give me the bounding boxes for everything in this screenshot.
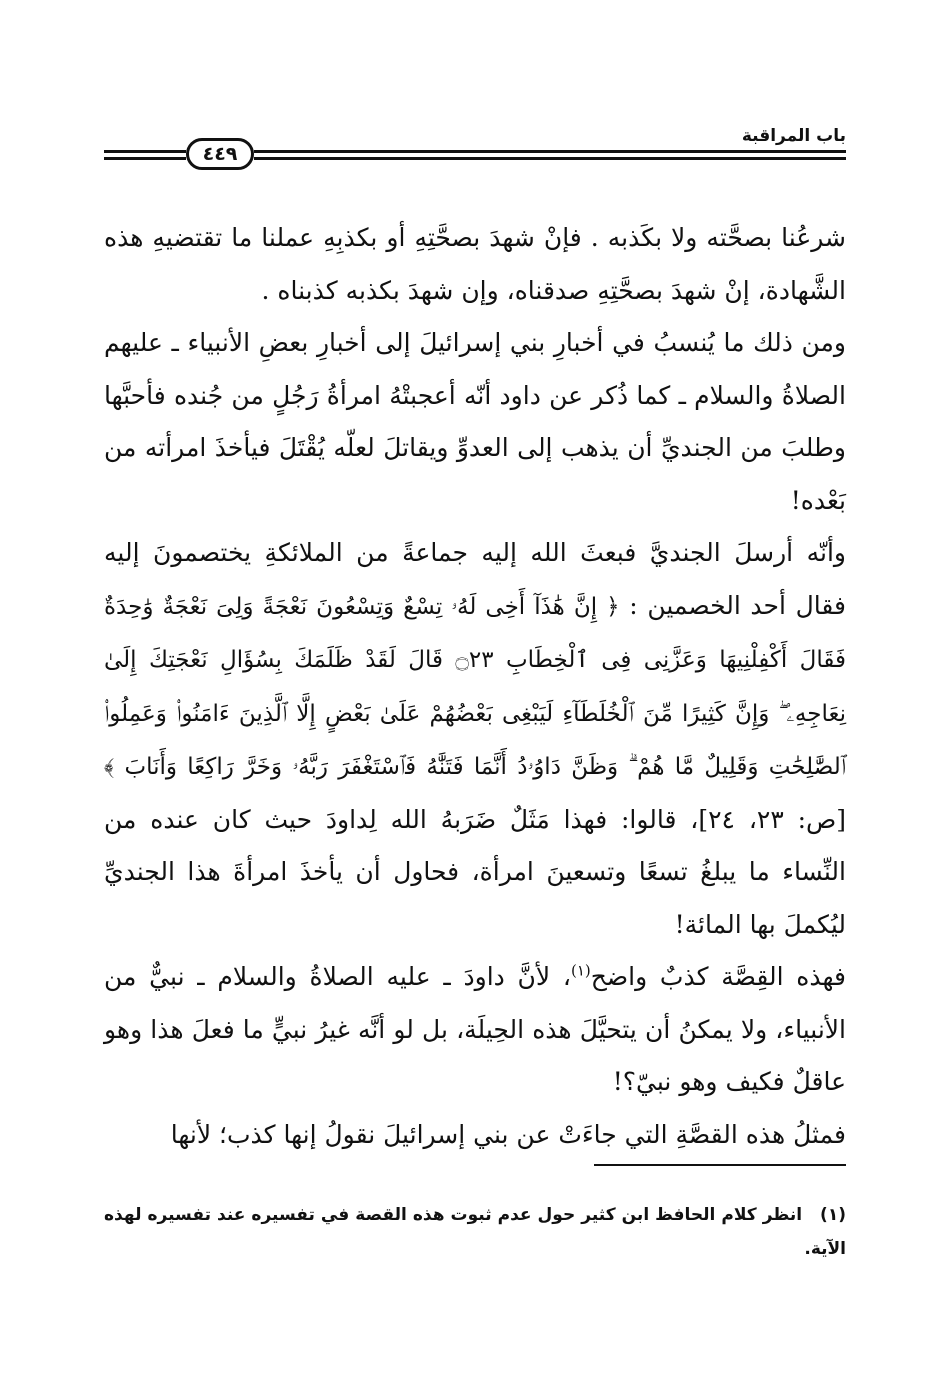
header-rule xyxy=(104,150,186,153)
chapter-title: باب المراقبة xyxy=(741,126,846,146)
verse-citation: [ص: ٢٣، ٢٤]، xyxy=(690,804,846,834)
footnote-text: انظر كلام الحافظ ابن كثير حول عدم ثبوت هذه القصة في تفسيره عند تفسيره لهذه الآية. xyxy=(104,1205,846,1259)
paragraph-3-intro: وأنّه أرسلَ الجنديَّ فبعثَ الله إليه جماعةً من الملائكةِ يختصمونَ إليه فقال أحد الخصمين : xyxy=(104,538,846,620)
footnote-separator xyxy=(594,1164,846,1166)
paragraph-1: شرعُنا بصحَّته ولا بكَذبه . فإنْ شهدَ بصحَّتِهِ أو بكذبِهِ عملنا ما تقتضيهِ هذه الشَّهادة، إنْ شهدَ بصحَّتِهِ صدقناه، وإن شهدَ بكذبه كذبناه . xyxy=(104,223,846,305)
page-number: ٤٤٩ xyxy=(186,138,254,170)
footnote-item xyxy=(104,1198,846,1266)
paragraph-3 xyxy=(104,527,846,951)
paragraph-2-text: ومن ذلك ما يُنسبُ في أخبارِ بني إسرائيلَ إلى أخبارِ بعضِ الأنبياء ـ عليهم الصلاةُ والسلام ـ كما ذُكر عن داود أنّه أعجبتْهُ امرأةُ رَجُلٍ من جُنده فأحبَّها وطلبَ من الجنديِّ أن يذهب إلى العدوِّ ويقاتلَ لعلّه يُقْتَلَ فيأخذَ امرأته من بَعْده! xyxy=(104,328,846,515)
paragraph-4-end: ، لأنَّ داودَ ـ عليه الصلاةُ والسلام ـ نبيٌّ من الأنبياء، ولا يمكنُ أن يتحيَّلَ هذه الحِيلَة، بل لو أنَّه غيرُ نبيٍّ ما فعلَ هذا وهو عاقلٌ فكيف وهو نبيّ؟! xyxy=(104,962,846,1096)
footnote-reference[interactable]: (١) xyxy=(570,961,591,980)
running-header xyxy=(104,118,846,178)
paragraph-2 xyxy=(104,317,846,527)
paragraph-3-rest: قالوا: فهذا مَثَلٌ ضَرَبهُ الله لِداودَ حيث كان عنده من النِّساء ما يبلغُ تسعًا وتسعينَ امرأة، فحاول أن يأخذَ امرأةَ هذا الجنديِّ ليُكملَ بها المائة! xyxy=(104,804,846,939)
footnotes xyxy=(104,1198,846,1266)
header-rule xyxy=(254,157,846,160)
main-text xyxy=(104,212,846,1161)
paragraph-4-start: فهذه القِصَّة كذبٌ واضح xyxy=(590,962,846,991)
quran-verse: ﴿ إِنَّ هَٰذَآ أَخِى لَهُۥ تِسْعٌ وَتِسْعُونَ نَعْجَةً وَلِىَ نَعْجَةٌ وَٰحِدَةٌ فَقَالَ أَكْفِلْنِيهَا وَعَزَّنِى فِى ٱلْخِطَابِ ۝٢٣ قَالَ لَقَدْ ظَلَمَكَ بِسُؤَالِ نَعْجَتِكَ إِلَىٰ نِعَاجِهِۦ ۖ وَإِنَّ كَثِيرًا مِّنَ ٱلْخُلَطَآءِ لَيَبْغِى بَعْضُهُمْ عَلَىٰ بَعْضٍ إِلَّا ٱلَّذِينَ ءَامَنُوا۟ وَعَمِلُوا۟ ٱلصَّٰلِحَٰتِ وَقَلِيلٌ مَّا هُمْ ۗ وَظَنَّ دَاوُۥدُ أَنَّمَا فَتَنَّٰهُ فَٱسْتَغْفَرَ رَبَّهُۥ وَخَرَّ رَاكِعًا وَأَنَابَ ﴾ xyxy=(104,593,846,780)
header-rule xyxy=(104,157,186,160)
paragraph-4 xyxy=(104,951,846,1109)
header-rule xyxy=(254,150,846,153)
footnote-number: (١) xyxy=(820,1205,846,1225)
paragraph-5: فمثلُ هذه القصَّةِ التي جاءَتْ عن بني إسرائيلَ نقولُ إنها كذب؛ لأنها xyxy=(170,1119,846,1149)
